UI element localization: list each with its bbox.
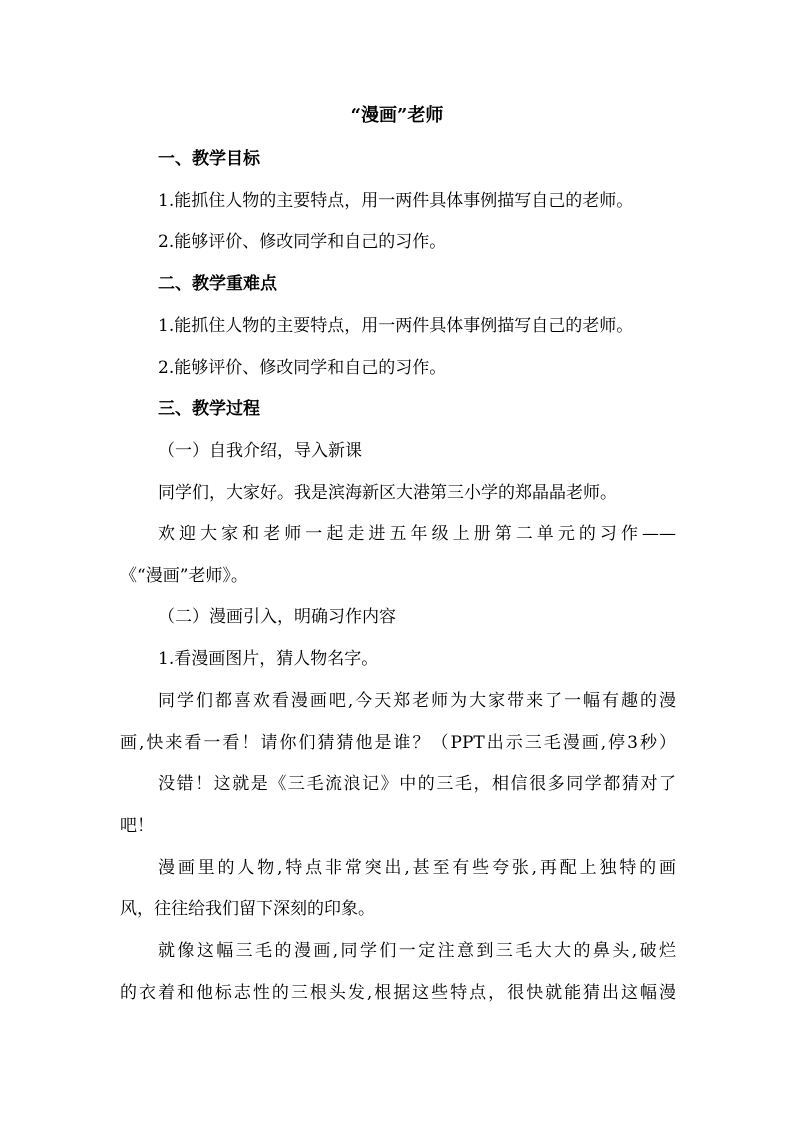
paragraph-greeting: 同学们，大家好。我是滨海新区大港第三小学的郑晶晶老师。	[158, 483, 617, 503]
paragraph-features-line-1: 漫画里的人物,特点非常突出,甚至有些夸张,再配上独特的画	[158, 858, 676, 878]
page-title: “漫画”老师	[350, 105, 444, 126]
section-heading-key-points: 二、教学重难点	[158, 274, 277, 294]
subsection-heading-intro: （一）自我介绍，导入新课	[158, 441, 362, 461]
paragraph-example-line-1: 就像这幅三毛的漫画,同学们一定注意到三毛大大的鼻头,破烂	[158, 941, 676, 961]
goal-item-2: 2.能够评价、修改同学和自己的习作。	[158, 232, 447, 252]
paragraph-sanmao-line-1: 没错！这就是《三毛流浪记》中的三毛，相信很多同学都猜对了	[158, 774, 676, 794]
paragraph-welcome-line-1: 欢迎大家和老师一起走进五年级上册第二单元的习作——	[158, 524, 676, 544]
paragraph-comic-line-2: 画,快来看一看！请你们猜猜他是谁？（PPT出示三毛漫画,停3秒）	[120, 733, 676, 753]
paragraph-example-line-2: 的衣着和他标志性的三根头发,根据这些特点，很快就能猜出这幅漫	[120, 983, 676, 1003]
key-point-item-2: 2.能够评价、修改同学和自己的习作。	[158, 358, 447, 378]
section-heading-goals: 一、教学目标	[158, 149, 260, 169]
goal-item-1: 1.能抓住人物的主要特点，用一两件具体事例描写自己的老师。	[158, 191, 634, 211]
paragraph-sanmao-line-2: 吧！	[120, 816, 154, 836]
paragraph-features-line-2: 风，往往给我们留下深刻的印象。	[120, 899, 375, 919]
subsection-heading-comic: （二）漫画引入，明确习作内容	[158, 607, 396, 627]
paragraph-welcome-line-2: 《“漫画”老师》。	[120, 566, 248, 586]
key-point-item-1: 1.能抓住人物的主要特点，用一两件具体事例描写自己的老师。	[158, 316, 634, 336]
section-heading-process: 三、教学过程	[158, 399, 260, 419]
paragraph-comic-line-1: 同学们都喜欢看漫画吧,今天郑老师为大家带来了一幅有趣的漫	[158, 691, 676, 711]
step-item-1: 1.看漫画图片，猜人物名字。	[158, 649, 379, 669]
